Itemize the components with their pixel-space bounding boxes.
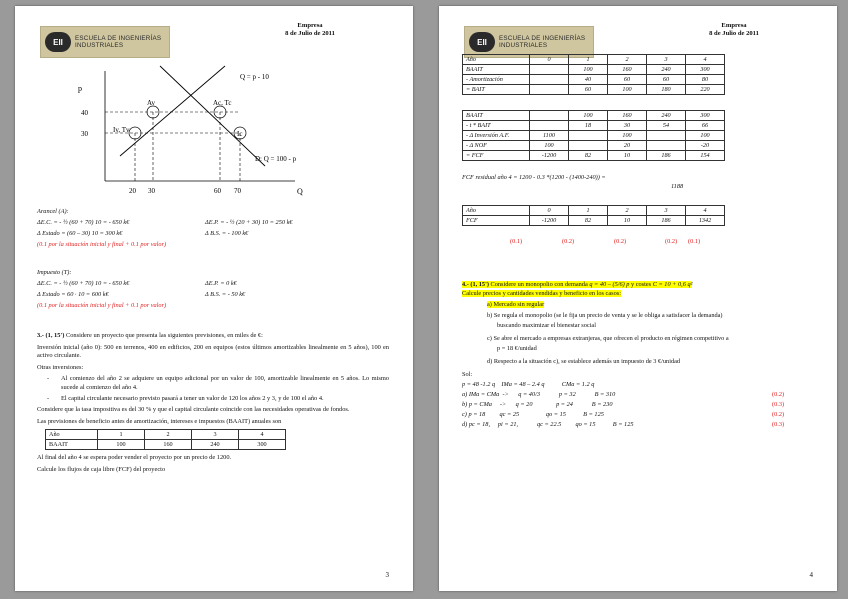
arancel-ec: ΔE.C. = - ½ (60 + 70) 10 = - 650 k€ <box>37 218 130 226</box>
table-cell: 240 <box>192 440 239 450</box>
table-cell: = FCF <box>463 151 530 161</box>
supply-curve <box>120 66 225 156</box>
school-logo <box>40 26 170 58</box>
table-cell <box>647 141 686 151</box>
table-cell: 100 <box>98 440 145 450</box>
table-cell: 3 <box>192 430 239 440</box>
final-fcf-table <box>462 205 725 226</box>
page-number: 3 <box>385 571 389 579</box>
table-row <box>463 141 725 151</box>
table-cell: Año <box>463 206 530 216</box>
solution-line-c: c) p = 18 qc = 25 qo = 15 B = 125 <box>462 411 604 418</box>
q3-p5: Al final del año 4 se espera poder vender el proyecto por un precio de 1200. <box>37 454 232 462</box>
table-cell: 30 <box>608 121 647 131</box>
table-cell: 60 <box>608 75 647 85</box>
impuesto-title: Impuesto (T): <box>37 269 72 276</box>
q4-mid: y costes <box>629 281 653 288</box>
table-cell: 240 <box>647 111 686 121</box>
table-cell: - Δ NOF <box>463 141 530 151</box>
impuesto-ec: ΔE.C. = - ½ (60 + 70) 10 = - 650 k€ <box>37 279 130 287</box>
header-empresa: Empresa <box>721 22 747 29</box>
table-row <box>463 131 725 141</box>
score-d: (0.3) <box>772 421 785 428</box>
page-4 <box>439 6 837 591</box>
table-cell: -1200 <box>530 216 569 226</box>
score: (0.1) <box>688 238 701 245</box>
table-cell: 82 <box>569 216 608 226</box>
x20-label: 20 <box>129 187 136 195</box>
q3-p2: Otras inversiones: <box>37 363 84 371</box>
q-axis-label: Q <box>297 187 303 196</box>
question-4 <box>462 280 817 298</box>
table-cell: 186 <box>647 151 686 161</box>
page-header <box>235 22 385 38</box>
table-row <box>463 75 725 85</box>
fcf-table <box>462 110 725 161</box>
page-3 <box>15 6 413 591</box>
table-cell: - t * BAIT <box>463 121 530 131</box>
q4-line2: Calcule precios y cantidades vendidas y beneficio en los casos: <box>462 290 621 297</box>
demand-label: D: Q = 100 - p <box>255 155 297 163</box>
table-row <box>463 151 725 161</box>
q4-case-d: d) Respecto a la situación c), se establece además un impuesto de 3 €/unidad <box>487 358 681 365</box>
q3-p3: Considere que la tasa impositiva es del 30 % y que el capital circulante coincide con las necesidades operativas de fondos. <box>37 406 350 414</box>
table-cell: 4 <box>686 206 725 216</box>
score-c: (0.2) <box>772 411 785 418</box>
arancel-ep: ΔE.P. = - ½ (20 + 30) 10 = 250 k€ <box>205 218 293 226</box>
arancel-title: Arancel (A): <box>37 208 69 215</box>
amortization-table <box>462 54 725 95</box>
table-cell: 100 <box>686 131 725 141</box>
table-cell: 160 <box>608 111 647 121</box>
table-cell: 66 <box>686 121 725 131</box>
table-cell: 60 <box>569 85 608 95</box>
table-cell: 300 <box>239 440 286 450</box>
q4-costs: C = 10 + 0,6 q² <box>652 281 693 288</box>
av-label: Av <box>147 99 156 107</box>
table-cell: BAAIT <box>463 111 530 121</box>
y30-label: 30 <box>81 130 88 138</box>
table-cell: 300 <box>686 65 725 75</box>
table-row <box>463 121 725 131</box>
impuesto-estado: Δ Estado = 60 · 10 = 600 k€ <box>37 290 109 298</box>
logo-mark: EII <box>469 32 495 52</box>
table-cell: 100 <box>530 141 569 151</box>
table-cell: 300 <box>686 111 725 121</box>
fcf-residual-value: 1188 <box>671 183 684 190</box>
score: (0.2) <box>665 238 678 245</box>
solution-line-a: a) IMa = CMa -> q = 40/3 p = 32 B = 310 <box>462 391 616 398</box>
page-number: 4 <box>809 571 813 579</box>
header-date: 8 de Julio de 2011 <box>709 30 759 37</box>
arancel-estado: Δ Estado = (60 – 30) 10 = 300 k€ <box>37 229 123 237</box>
table-cell: 154 <box>686 151 725 161</box>
fcf-residual: FCF residual año 4 = 1200 - 0.3 *(1200 - (1400-240)) = <box>462 174 606 181</box>
table-cell: BAAIT <box>46 440 98 450</box>
q4-case-b2: buscando maximizar el bienestar social <box>497 322 596 329</box>
p-axis-label: p <box>78 84 82 93</box>
table-cell: Año <box>463 55 530 65</box>
page-header <box>659 22 809 38</box>
table-cell: 18 <box>569 121 608 131</box>
y40-label: 40 <box>81 109 88 117</box>
q3-p4: Las previsiones de beneficio antes de amortización, intereses e impuestos (BAAIT) anuales son <box>37 417 282 425</box>
table-cell <box>530 111 569 121</box>
logo-mark: EII <box>45 32 71 52</box>
supply-label: Q = p - 10 <box>240 73 269 81</box>
table-cell: 220 <box>686 85 725 95</box>
table-cell: -1200 <box>530 151 569 161</box>
table-cell: 100 <box>569 111 608 121</box>
table-cell: 1 <box>569 206 608 216</box>
table-cell: 1 <box>98 430 145 440</box>
table-cell: 1100 <box>530 131 569 141</box>
table-cell: 100 <box>569 65 608 75</box>
arancel-section <box>37 207 397 250</box>
arancel-bs: Δ B.S. = - 100 k€ <box>205 229 249 237</box>
table-cell: - Amortización <box>463 75 530 85</box>
table-row <box>463 65 725 75</box>
table-cell: 54 <box>647 121 686 131</box>
table-cell: 1 <box>569 55 608 65</box>
impuesto-note: (0.1 por la situación inicial y final + 0.1 por valor) <box>37 301 167 309</box>
q3-title: Considere un proyecto que presenta las siguientes previsiones, en miles de €: <box>64 332 263 339</box>
arancel-note: (0.1 por la situación inicial y final + 0.1 por valor) <box>37 240 167 248</box>
table-cell: 1342 <box>686 216 725 226</box>
table-cell <box>647 131 686 141</box>
header-empresa: Empresa <box>297 22 323 29</box>
table-row <box>463 111 725 121</box>
table-cell: 186 <box>647 216 686 226</box>
table-cell: 20 <box>608 141 647 151</box>
table-cell: -20 <box>686 141 725 151</box>
impuesto-bs: Δ B.S. = - 50 k€ <box>205 290 246 298</box>
score-a: (0.2) <box>772 391 785 398</box>
q4-case-c2: p = 18 €/unidad <box>497 345 537 352</box>
table-cell: FCF <box>463 216 530 226</box>
table-cell: 2 <box>608 206 647 216</box>
table-cell <box>530 75 569 85</box>
ivtv-label: Iv, Tv <box>113 126 130 134</box>
table-cell: 180 <box>647 85 686 95</box>
impuesto-section <box>37 268 397 311</box>
table-cell: 82 <box>569 151 608 161</box>
q4-title: Considere un monopolio con demanda <box>488 281 590 288</box>
table-cell: 3 <box>647 206 686 216</box>
supply-demand-graph <box>65 61 305 201</box>
table-cell <box>569 131 608 141</box>
table-cell: BAAIT <box>463 65 530 75</box>
table-row <box>463 206 725 216</box>
logo-text-1: ESCUELA DE INGENIERÍAS <box>75 35 162 42</box>
solution-line-0: p = 48 -1.2 q IMa = 48 – 2.4 q CMa = 1.2 q <box>462 381 595 388</box>
table-cell: 80 <box>686 75 725 85</box>
table-cell: 2 <box>608 55 647 65</box>
score-b: (0.3) <box>772 401 785 408</box>
solution-line-b: b) p = CMa -> q = 20 p = 24 B = 230 <box>462 401 613 408</box>
header-date: 8 de Julio de 2011 <box>285 30 335 37</box>
table-row <box>463 55 725 65</box>
table-cell: 240 <box>647 65 686 75</box>
logo-text-1: ESCUELA DE INGENIERÍAS <box>499 35 586 42</box>
q3-b1: Al comienzo del año 2 se adquiere un equipo adicional por un valor de 100, amortizable linealmente en 5 años. Lo mismo sucede al comienzo del año 4. <box>61 375 389 391</box>
table-cell: 100 <box>608 131 647 141</box>
q3-p6: Calcule los flujos de caja libre (FCF) del proyecto <box>37 465 166 473</box>
q4-number: 4.- (1, 15') <box>462 281 489 288</box>
baait-table <box>45 429 286 450</box>
q3-number: 3.- (1, 15') <box>37 332 65 339</box>
table-cell: 160 <box>608 65 647 75</box>
table-cell: 2 <box>145 430 192 440</box>
q4-case-a: a) Mercado sin regular <box>487 301 545 308</box>
solution-label: Sol: <box>462 371 473 378</box>
impuesto-ep: ΔE.P. = 0 k€ <box>205 279 237 287</box>
table-row <box>463 85 725 95</box>
score: (0.1) <box>510 238 523 245</box>
q3-p1: Inversión inicial (año 0): 500 en terrenos, 400 en edificios, 200 en equipos (estos últimos amortizables linealmente en 5 años), 100 en activo circulante. <box>37 343 389 360</box>
score: (0.2) <box>562 238 575 245</box>
table-cell: 0 <box>530 55 569 65</box>
table-cell: 4 <box>239 430 286 440</box>
actc-label: Ac, Tc <box>213 99 232 107</box>
table-cell: 60 <box>647 75 686 85</box>
question-3: 3.- (1, 15') Considere un proyecto que presenta las siguientes previsiones, en miles de €: Inversión inicial (año 0): 500 en terrenos, 400 en edificios, 200 en equipos (estos últimos amortizables linealmente en 5 años), 100 en activo circulante. Otras inversiones: - Al comienzo del año 2 se adquiere un equipo adicional por un valor de 100, amortizable linealmente en 5 años. Lo mismo sucede al comienzo del año 4. - El capital circulante necesario previsto pasará a tener un valor de 120 los años 2 y 3, y de 100 el año 4. Considere que la tasa impositiva es del 30 % y que el capital circulante coincide con las necesidades operativas de fondos. Las previsiones de beneficio antes de amortización, intereses e impuestos (BAAIT) anuales son Año 1 2 3 4 BAAIT 100 160 240 300 Al final del año 4 se espera poder vender el proyecto por un precio de 1200. Calcule los flujos de caja libre (FCF) del proyecto <box>37 332 389 473</box>
table-cell <box>530 85 569 95</box>
table-cell: 10 <box>608 151 647 161</box>
q4-demand: q = 40 – (5/6) p <box>589 281 630 288</box>
table-row <box>463 216 725 226</box>
x30-label: 30 <box>148 187 155 195</box>
table-cell: 10 <box>608 216 647 226</box>
table-cell: 40 <box>569 75 608 85</box>
ic-label: Ic <box>237 130 243 138</box>
logo-text-2: INDUSTRIALES <box>75 42 124 49</box>
x70-label: 70 <box>234 187 241 195</box>
q4-case-b1: b) Se regula el monopolio (se le fija un precio de venta y se le obliga a satisfacer la demanda) <box>487 312 723 319</box>
table-cell: = BAIT <box>463 85 530 95</box>
demand-curve <box>160 66 265 166</box>
table-cell: Año <box>46 430 98 440</box>
logo-text-2: INDUSTRIALES <box>499 42 548 49</box>
table-cell: 160 <box>145 440 192 450</box>
score: (0.2) <box>614 238 627 245</box>
x60-label: 60 <box>214 187 221 195</box>
table-cell: - Δ Inversión A.F. <box>463 131 530 141</box>
table-cell <box>569 141 608 151</box>
table-cell <box>530 121 569 131</box>
solution-line-d: d) pc = 18, pi = 21, qc = 22.5 qo = 15 B = 125 <box>462 421 634 428</box>
table-cell: 3 <box>647 55 686 65</box>
q3-b2: El capital circulante necesario previsto pasará a tener un valor de 120 los años 2 y 3, y de 100 el año 4. <box>61 394 324 402</box>
table-cell: 100 <box>608 85 647 95</box>
table-cell: 0 <box>530 206 569 216</box>
table-cell: 4 <box>686 55 725 65</box>
table-cell <box>530 65 569 75</box>
q4-case-c1: c) Se abre el mercado a empresas extranjeras, que ofrecen el producto en régimen competitivo a <box>487 335 729 342</box>
